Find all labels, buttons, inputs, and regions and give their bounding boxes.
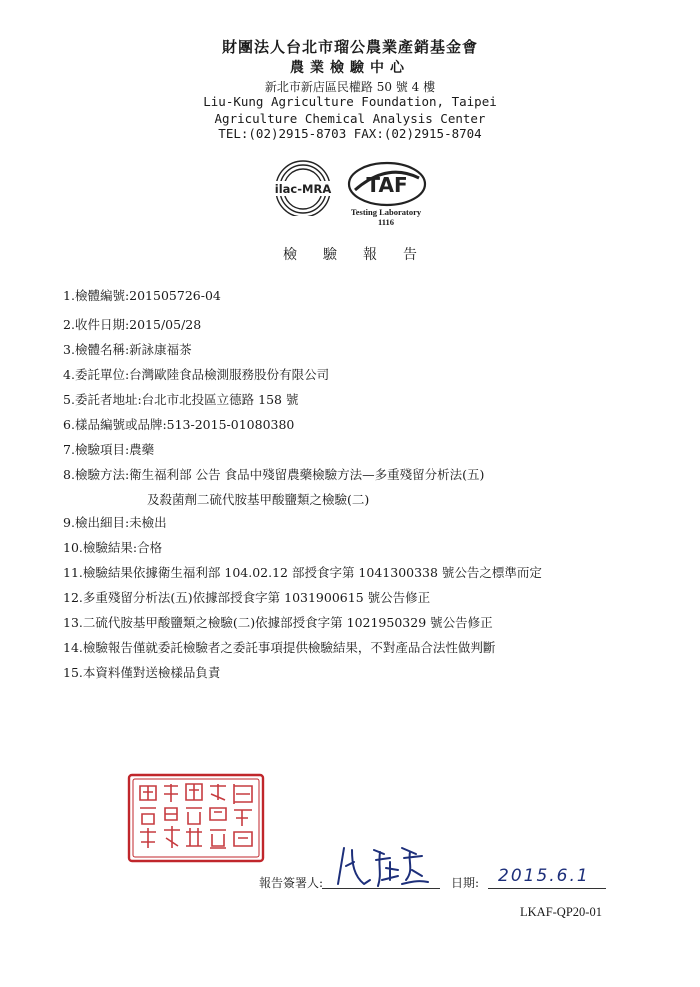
item-text: 檢體名稱:新詠康福茶: [74, 342, 192, 357]
report-item: [63, 317, 201, 333]
report-item: [63, 515, 167, 531]
taf-text: TAF: [366, 173, 408, 197]
report-item: [63, 640, 495, 656]
report-item: [63, 367, 329, 383]
item-text: 收件日期:2015/05/28: [74, 317, 202, 332]
date-label: 日期:: [451, 876, 480, 890]
official-seal: [126, 772, 266, 864]
item-number: 1.: [63, 288, 75, 303]
taf-logo: [345, 160, 429, 208]
report-item: [63, 288, 221, 304]
taf-caption: [330, 207, 442, 227]
center-name-en: Agriculture Chemical Analysis Center: [214, 111, 486, 126]
item-text: 多重殘留分析法(五)依據部授食字第 1031900615 號公告修正: [82, 590, 431, 605]
taf-caption-text: Testing Laboratory: [350, 207, 422, 217]
item-text: 檢驗報告僅就委託檢驗者之委託事項提供檢驗結果，不對產品合法性做判斷: [82, 640, 496, 655]
item-number: 13.: [63, 615, 83, 630]
item-text: 委託單位:台灣歐陸食品檢測服務股份有限公司: [74, 367, 330, 382]
contact-line: TEL:(02)2915-8703 FAX:(02)2915-8704: [218, 126, 482, 141]
item-number: 3.: [63, 342, 75, 357]
report-item: [63, 417, 294, 433]
item-number: 14.: [63, 640, 83, 655]
item-text: 檢體編號:201505726-04: [74, 288, 221, 303]
document-title: 檢驗報告: [283, 247, 443, 263]
item-text: 檢驗結果:合格: [82, 540, 163, 555]
item-number: 15.: [63, 665, 83, 680]
report-item: [63, 665, 220, 681]
item-number: 6.: [63, 417, 75, 432]
item-number: 11.: [63, 565, 83, 580]
lab-number: 1116: [377, 217, 395, 227]
item-text: 檢驗項目:農藥: [74, 442, 155, 457]
item-text: 本資料僅對送檢樣品負責: [82, 665, 221, 680]
item-number: 8.: [63, 467, 75, 482]
item-text: 檢出細目:未檢出: [74, 515, 167, 530]
ilac-text: ilac-MRA: [274, 182, 332, 196]
signed-date: 2015.6.1: [498, 866, 590, 886]
org-name: 財團法人台北市瑠公農業產銷基金會: [221, 38, 478, 56]
address-zh: 新北市新店區民權路 50 號 4 樓: [264, 80, 436, 94]
item-text: 委託者地址:台北市北投區立德路 158 號: [74, 392, 299, 407]
item-text: 二硫代胺基甲酸鹽類之檢驗(二)依據部授食字第 1021950329 號公告修正: [82, 615, 493, 630]
report-item: [63, 442, 154, 458]
item-number: 7.: [63, 442, 75, 457]
report-item: [63, 615, 493, 631]
report-item: [63, 565, 542, 581]
item-8-continuation: 及殺菌劑二硫代胺基甲酸鹽類之檢驗(二): [147, 492, 370, 507]
date-line: [488, 888, 606, 889]
handwritten-signature: [330, 840, 435, 895]
item-number: 5.: [63, 392, 75, 407]
report-item: [63, 590, 430, 606]
report-item: [63, 540, 162, 556]
form-code: LKAF-QP20-01: [520, 905, 602, 919]
item-number: 9.: [63, 515, 75, 530]
report-item: [63, 392, 298, 408]
signer-label: 報告簽署人:: [259, 876, 324, 890]
report-item: [63, 342, 192, 358]
item-number: 12.: [63, 590, 83, 605]
item-number: 2.: [63, 317, 75, 332]
item-text: 檢驗方法:衛生福利部 公告 食品中殘留農藥檢驗方法—多重殘留分析法(五): [74, 467, 485, 482]
report-item: [63, 467, 484, 483]
center-name: 農業檢驗中心: [290, 60, 410, 76]
item-text: 樣品編號或品牌:513-2015-01080380: [74, 417, 295, 432]
item-number: 10.: [63, 540, 83, 555]
item-number: 4.: [63, 367, 75, 382]
org-name-en: Liu-Kung Agriculture Foundation, Taipei: [203, 94, 497, 109]
item-text: 檢驗結果依據衛生福利部 104.02.12 部授食字第 1041300338 號公告之標準而定: [82, 565, 542, 580]
